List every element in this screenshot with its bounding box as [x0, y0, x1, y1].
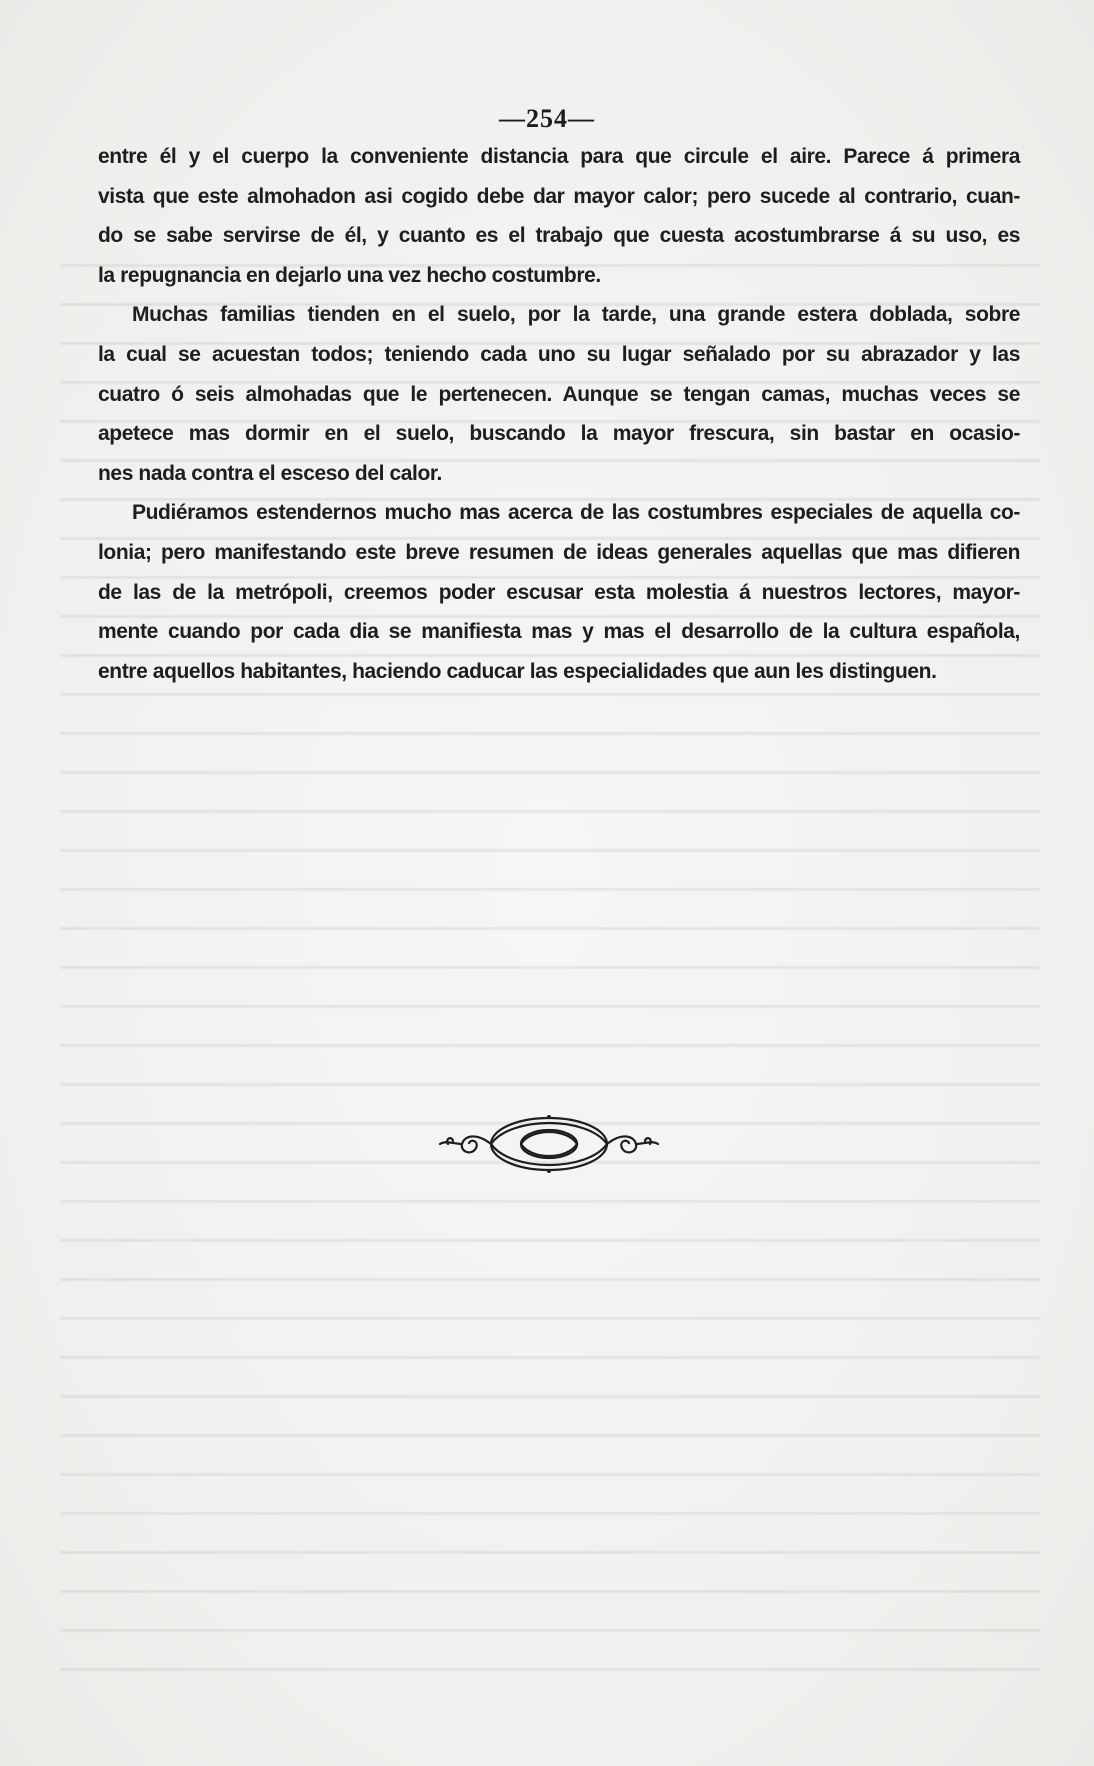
text-line: entre aquellos habitantes, haciendo caducar las especialidades que aun les distinguen. — [98, 659, 937, 683]
text-line: lonia; pero manifestando este breve resumen de ideas generales aquellas que mas difieren — [98, 540, 1020, 564]
paragraph-2 — [98, 295, 1020, 493]
text-line: do se sabe servirse de él, y cuanto es el trabajo que cuesta acostumbrarse á su uso, es — [98, 224, 1020, 248]
text-line: nes nada contra el esceso del calor. — [98, 461, 442, 485]
text-line: mente cuando por cada dia se manifiesta mas y mas el desarrollo de la cultura española, — [98, 620, 1020, 644]
text-line: entre él y el cuerpo la conveniente distancia para que circule el aire. Parece á primera — [98, 145, 1020, 168]
paragraph-1 — [98, 137, 1020, 295]
text-line: vista que este almohadon asi cogido debe dar mayor calor; pero sucede al contrario, cuan- — [98, 184, 1020, 208]
text-line: Muchas familias tienden en el suelo, por la tarde, una grande estera doblada, sobre — [132, 303, 1020, 327]
text-line: Pudiéramos estendernos mucho mas acerca de las costumbres especiales de aquella co- — [132, 501, 1020, 525]
page-number: —254— — [499, 104, 595, 133]
paragraph-3 — [98, 493, 1020, 691]
scroll-flourish-icon — [436, 1110, 662, 1178]
text-line: cuatro ó seis almohadas que le pertenecen. Aunque se tengan camas, muchas veces se — [98, 382, 1020, 406]
text-line: la cual se acuestan todos; teniendo cada uno su lugar señalado por su abrazador y las — [98, 342, 1020, 366]
text-line: de las de la metrópoli, creemos poder escusar esta molestia á nuestros lectores, mayor- — [98, 580, 1020, 604]
body-text — [98, 137, 1020, 691]
text-line: apetece mas dormir en el suelo, buscando la mayor frescura, sin bastar en ocasio- — [98, 422, 1020, 446]
text-line: la repugnancia en dejarlo una vez hecho costumbre. — [98, 263, 601, 287]
